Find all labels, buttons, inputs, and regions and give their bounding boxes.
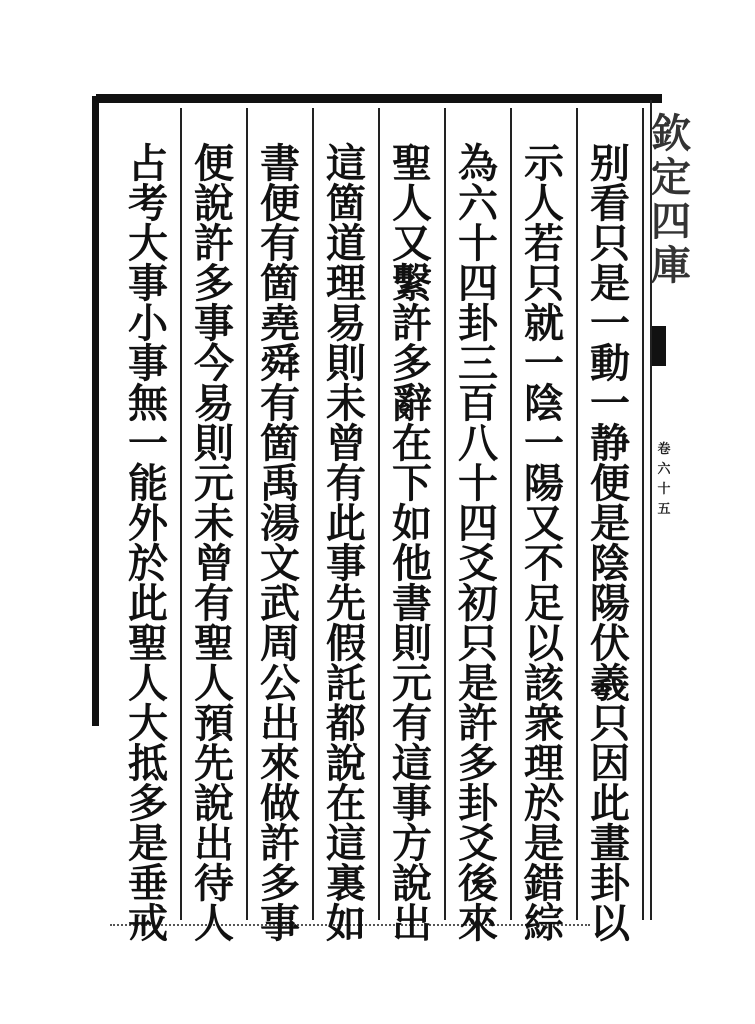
text-column-6: 書 便 有 箇 堯 舜 有 箇 禹 湯 文 武 周 公 出 來 做 許 多 事 — [248, 108, 314, 920]
text-column-3: 為 六 十 四 卦 三 百 八 十 四 爻 初 只 是 許 多 卦 爻 後 來 — [446, 108, 512, 920]
text-column-4: 聖 人 又 繫 許 多 辭 在 下 如 他 書 則 元 有 這 事 方 說 出 — [380, 108, 446, 920]
margin-section-label: 卷 六 十 五 — [657, 442, 671, 517]
text-column-5: 這 箇 道 理 易 則 未 曾 有 此 事 先 假 託 都 說 在 這 裏 如 — [314, 108, 380, 920]
frame-top-border — [96, 94, 662, 103]
text-column-8: 占 考 大 事 小 事 無 一 能 外 於 此 聖 人 大 抵 多 是 垂 戒 — [116, 108, 182, 920]
text-column-1: 别 看 只 是 一 動 一 静 便 是 陰 陽 伏 羲 只 因 此 畫 卦 以 — [578, 108, 644, 920]
text-column-7: 便 說 許 多 事 今 易 則 元 未 曾 有 聖 人 預 先 說 出 待 人 — [182, 108, 248, 920]
text-column-2: 示 人 若 只 就 一 陰 一 陽 又 不 足 以 該 衆 理 於 是 錯 綜 — [512, 108, 578, 920]
margin-fishtail-mark — [652, 326, 666, 366]
frame-left-border — [92, 96, 99, 726]
margin-book-title: 欽 定 四 庫 — [651, 110, 691, 289]
